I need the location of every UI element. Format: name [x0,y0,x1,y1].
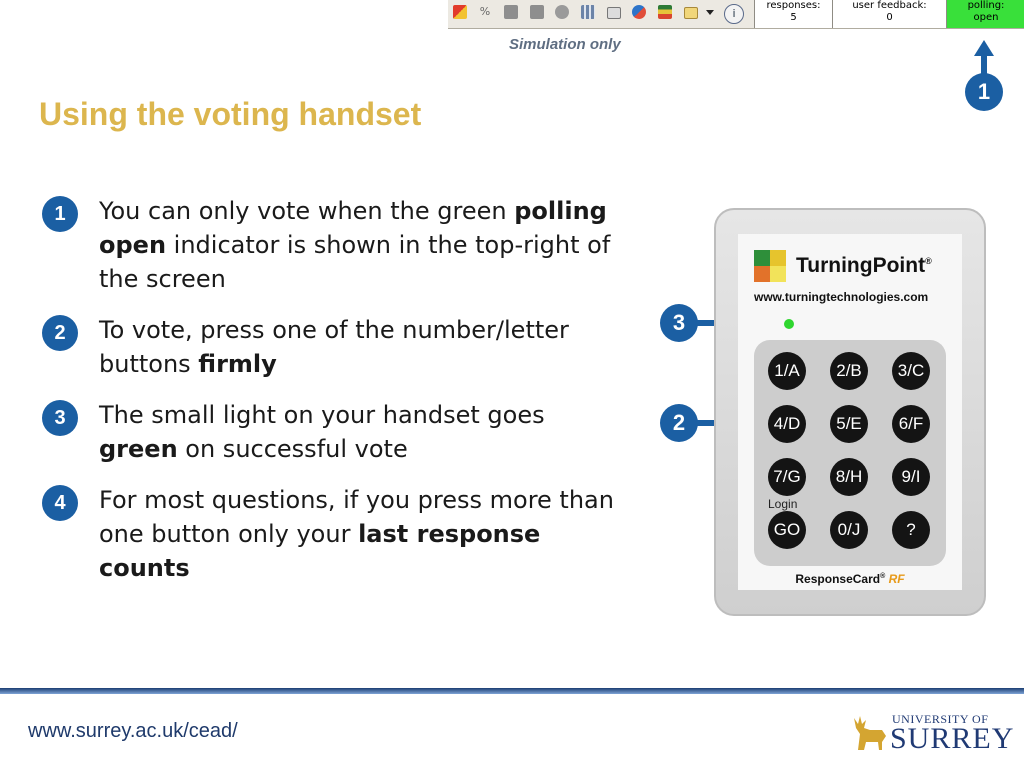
handset-led [784,319,794,329]
key-go[interactable]: GO [768,511,806,549]
bullet-number: 1 [42,196,78,232]
bullet-text [99,398,619,466]
key-question[interactable]: ? [892,511,930,549]
key-4d[interactable]: 4/D [768,405,806,443]
handset-url: www.turningtechnologies.com [754,290,929,304]
key-7g[interactable]: 7/G [768,458,806,496]
folder-up-icon[interactable] [530,5,544,19]
footer-url[interactable]: www.surrey.ac.uk/cead/ [28,720,238,742]
bullet-text-part: You can only vote when the green [99,197,515,225]
dropdown-icon[interactable] [684,7,698,19]
university-name-big: SURREY [890,722,1015,755]
responses-value: 5 [790,12,797,23]
bullet-text [99,313,619,381]
feedback-value: 0 [886,12,893,23]
bullet-text-bold: polling open [99,197,607,259]
simulation-note: Simulation only [509,36,621,53]
handset-brand [796,254,932,278]
key-6f[interactable]: 6/F [892,405,930,443]
page-title: Using the voting handset [39,96,422,132]
sync-icon[interactable] [632,5,646,19]
folder-icon[interactable] [504,5,518,19]
callout-number-polling: 1 [965,73,1003,111]
polling-value: open [973,12,999,23]
bullet-text-bold: firmly [198,350,277,378]
percent-icon[interactable]: % [479,5,491,18]
toolbar [448,0,1024,29]
bullet-text [99,483,619,585]
polling-indicator [946,0,1024,28]
feedback-label: user feedback: [852,0,927,11]
bullet-number: 2 [42,315,78,351]
list-icon[interactable] [658,5,672,19]
handset-model-suffix: RF [888,572,905,586]
bullet-text-part: indicator is shown in the top-right of the screen [99,231,611,293]
callout-number-keys: 2 [660,404,698,442]
key-1a[interactable]: 1/A [768,352,806,390]
bullet-text-part: For most questions, if you press more than one button only your [99,486,614,548]
chart-icon[interactable] [555,5,569,19]
responses-label: responses: [766,0,821,11]
key-0j[interactable]: 0/J [830,511,868,549]
key-5e[interactable]: 5/E [830,405,868,443]
feedback-indicator [832,0,946,28]
grid-icon[interactable] [581,5,595,19]
turningpoint-logo-icon [754,250,788,284]
bullet-text-part: To vote, press one of the number/letter buttons [99,316,569,378]
bullet-text [99,194,619,296]
footer-divider [0,688,1024,694]
app-icon[interactable] [453,5,467,19]
voting-handset [714,208,986,616]
callout-number-led: 3 [660,304,698,342]
bullet-text-part: on successful vote [177,435,408,463]
bullet-text-bold: green [99,435,178,463]
key-9i[interactable]: 9/I [892,458,930,496]
stag-icon [852,712,888,752]
handset-face [738,234,962,590]
responses-indicator [754,0,832,28]
key-8h[interactable]: 8/H [830,458,868,496]
handset-brand-mark: ® [925,256,932,266]
bullet-text-bold: last response counts [99,520,541,582]
university-name-small: UNIVERSITY OF [892,712,989,726]
mail-icon[interactable] [607,7,621,19]
bullet-text-part: The small light on your handset goes [99,401,545,429]
handset-model-text: ResponseCard [795,572,881,586]
university-logo [852,710,1015,755]
handset-brand-text: TurningPoint [796,254,926,277]
handset-model [738,572,962,586]
bullet-number: 4 [42,485,78,521]
info-icon[interactable]: i [724,4,744,24]
bullet-number: 3 [42,400,78,436]
login-label: Login [768,497,798,511]
chevron-down-icon[interactable] [706,10,714,15]
keypad [754,340,946,566]
key-3c[interactable]: 3/C [892,352,930,390]
polling-label: polling: [967,0,1005,11]
key-2b[interactable]: 2/B [830,352,868,390]
handset-model-mark: ® [880,573,886,580]
